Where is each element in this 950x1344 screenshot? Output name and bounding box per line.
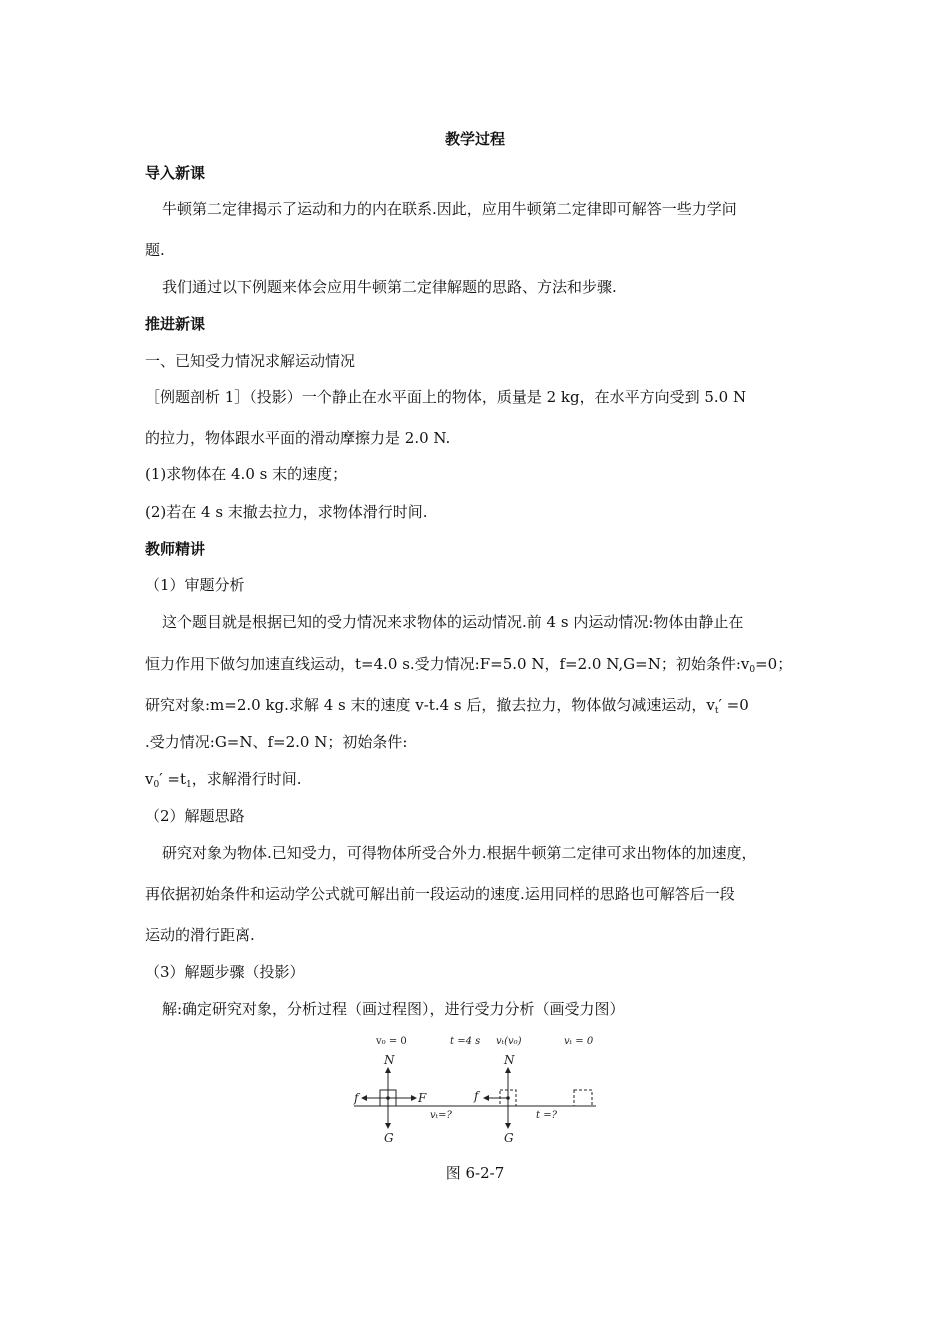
block-end: [574, 1090, 592, 1106]
idea-line: 再依据初始条件和运动学公式就可解出前一段运动的速度.运用同样的思路也可解答后一段: [145, 885, 735, 903]
vt0-label: vₜ = 0: [564, 1036, 594, 1047]
analysis-text: 恒力作用下做匀加速直线运动，t=4.0 s.受力情况:F=5.0 N，f=2.0 N,G=N；初始条件:v: [145, 655, 750, 673]
analysis-text: =0；: [755, 655, 793, 673]
analysis-text: v: [145, 770, 154, 788]
figure-caption: 图 6-2-7: [445, 1164, 505, 1182]
question-1: (1)求物体在 4.0 s 末的速度；: [145, 465, 348, 483]
subscript: 1: [186, 780, 192, 790]
G-right-label: G: [504, 1131, 514, 1145]
part1-title: 一、已知受力情况求解运动情况: [145, 352, 356, 370]
new-lesson-heading: 推进新课: [145, 315, 206, 333]
force-diagram: [350, 1030, 602, 1148]
t-question-label: t =?: [536, 1110, 557, 1121]
analysis-text: ′ =t: [159, 770, 186, 788]
N-left-label: N: [384, 1053, 395, 1067]
t-label: t =4 s: [450, 1036, 481, 1047]
v0-label: v₀ = 0: [376, 1036, 407, 1047]
step3-title: （3）解题步骤（投影）: [145, 963, 305, 981]
example-line: 的拉力，物体跟水平面的滑动摩擦力是 2.0 N.: [145, 429, 451, 447]
analysis-line: [145, 769, 302, 795]
page-title: 教学过程: [444, 130, 505, 148]
vt-question-label: vₜ=?: [430, 1110, 452, 1121]
intro-heading: 导入新课: [145, 164, 206, 182]
solution-line: 解:确定研究对象，分析过程（画过程图），进行受力分析（画受力图）: [162, 1000, 625, 1018]
example-line: ［例题剖析 1］（投影）一个静止在水平面上的物体，质量是 2 kg，在水平方向受到 5.0 N: [145, 388, 747, 406]
f-right-label: f: [474, 1089, 479, 1103]
G-left-label: G: [384, 1131, 394, 1145]
intro-paragraph-line: 题.: [145, 241, 165, 259]
intro-paragraph-2: 我们通过以下例题来体会应用牛顿第二定律解题的思路、方法和步骤.: [162, 278, 617, 296]
step1-title: （1）审题分析: [145, 576, 245, 594]
N-right-label: N: [504, 1053, 515, 1067]
f-left-label: f: [354, 1091, 359, 1105]
analysis-text: ，求解滑行时间.: [191, 770, 302, 788]
subscript: 0: [749, 665, 756, 675]
F-label: F: [418, 1091, 427, 1105]
analysis-line: [145, 695, 749, 721]
analysis-text: ′ =0: [718, 696, 749, 714]
analysis-line: [145, 654, 792, 680]
intro-paragraph-line: 牛顿第二定律揭示了运动和力的内在联系.因此，应用牛顿第二定律即可解答一些力学问: [162, 200, 737, 218]
subscript: t: [714, 706, 719, 716]
analysis-line: 这个题目就是根据已知的受力情况来求物体的运动情况.前 4 s 内运动情况:物体由静止在: [162, 613, 744, 631]
subscript: 0: [153, 780, 160, 790]
idea-line: 运动的滑行距离.: [145, 926, 255, 944]
vt-label: vₜ(v₀): [496, 1036, 522, 1047]
step2-title: （2）解题思路: [145, 807, 245, 825]
analysis-text: 研究对象:m=2.0 kg.求解 4 s 末的速度 v-t.4 s 后，撤去拉力，物体做匀减速运动，v: [145, 696, 715, 714]
idea-line: 研究对象为物体.已知受力，可得物体所受合外力.根据牛顿第二定律可求出物体的加速度，: [162, 844, 757, 862]
teacher-heading: 教师精讲: [145, 540, 206, 558]
question-2: (2)若在 4 s 末撤去拉力，求物体滑行时间.: [145, 503, 428, 521]
analysis-line: .受力情况:G=N、f=2.0 N；初始条件:: [145, 733, 408, 751]
